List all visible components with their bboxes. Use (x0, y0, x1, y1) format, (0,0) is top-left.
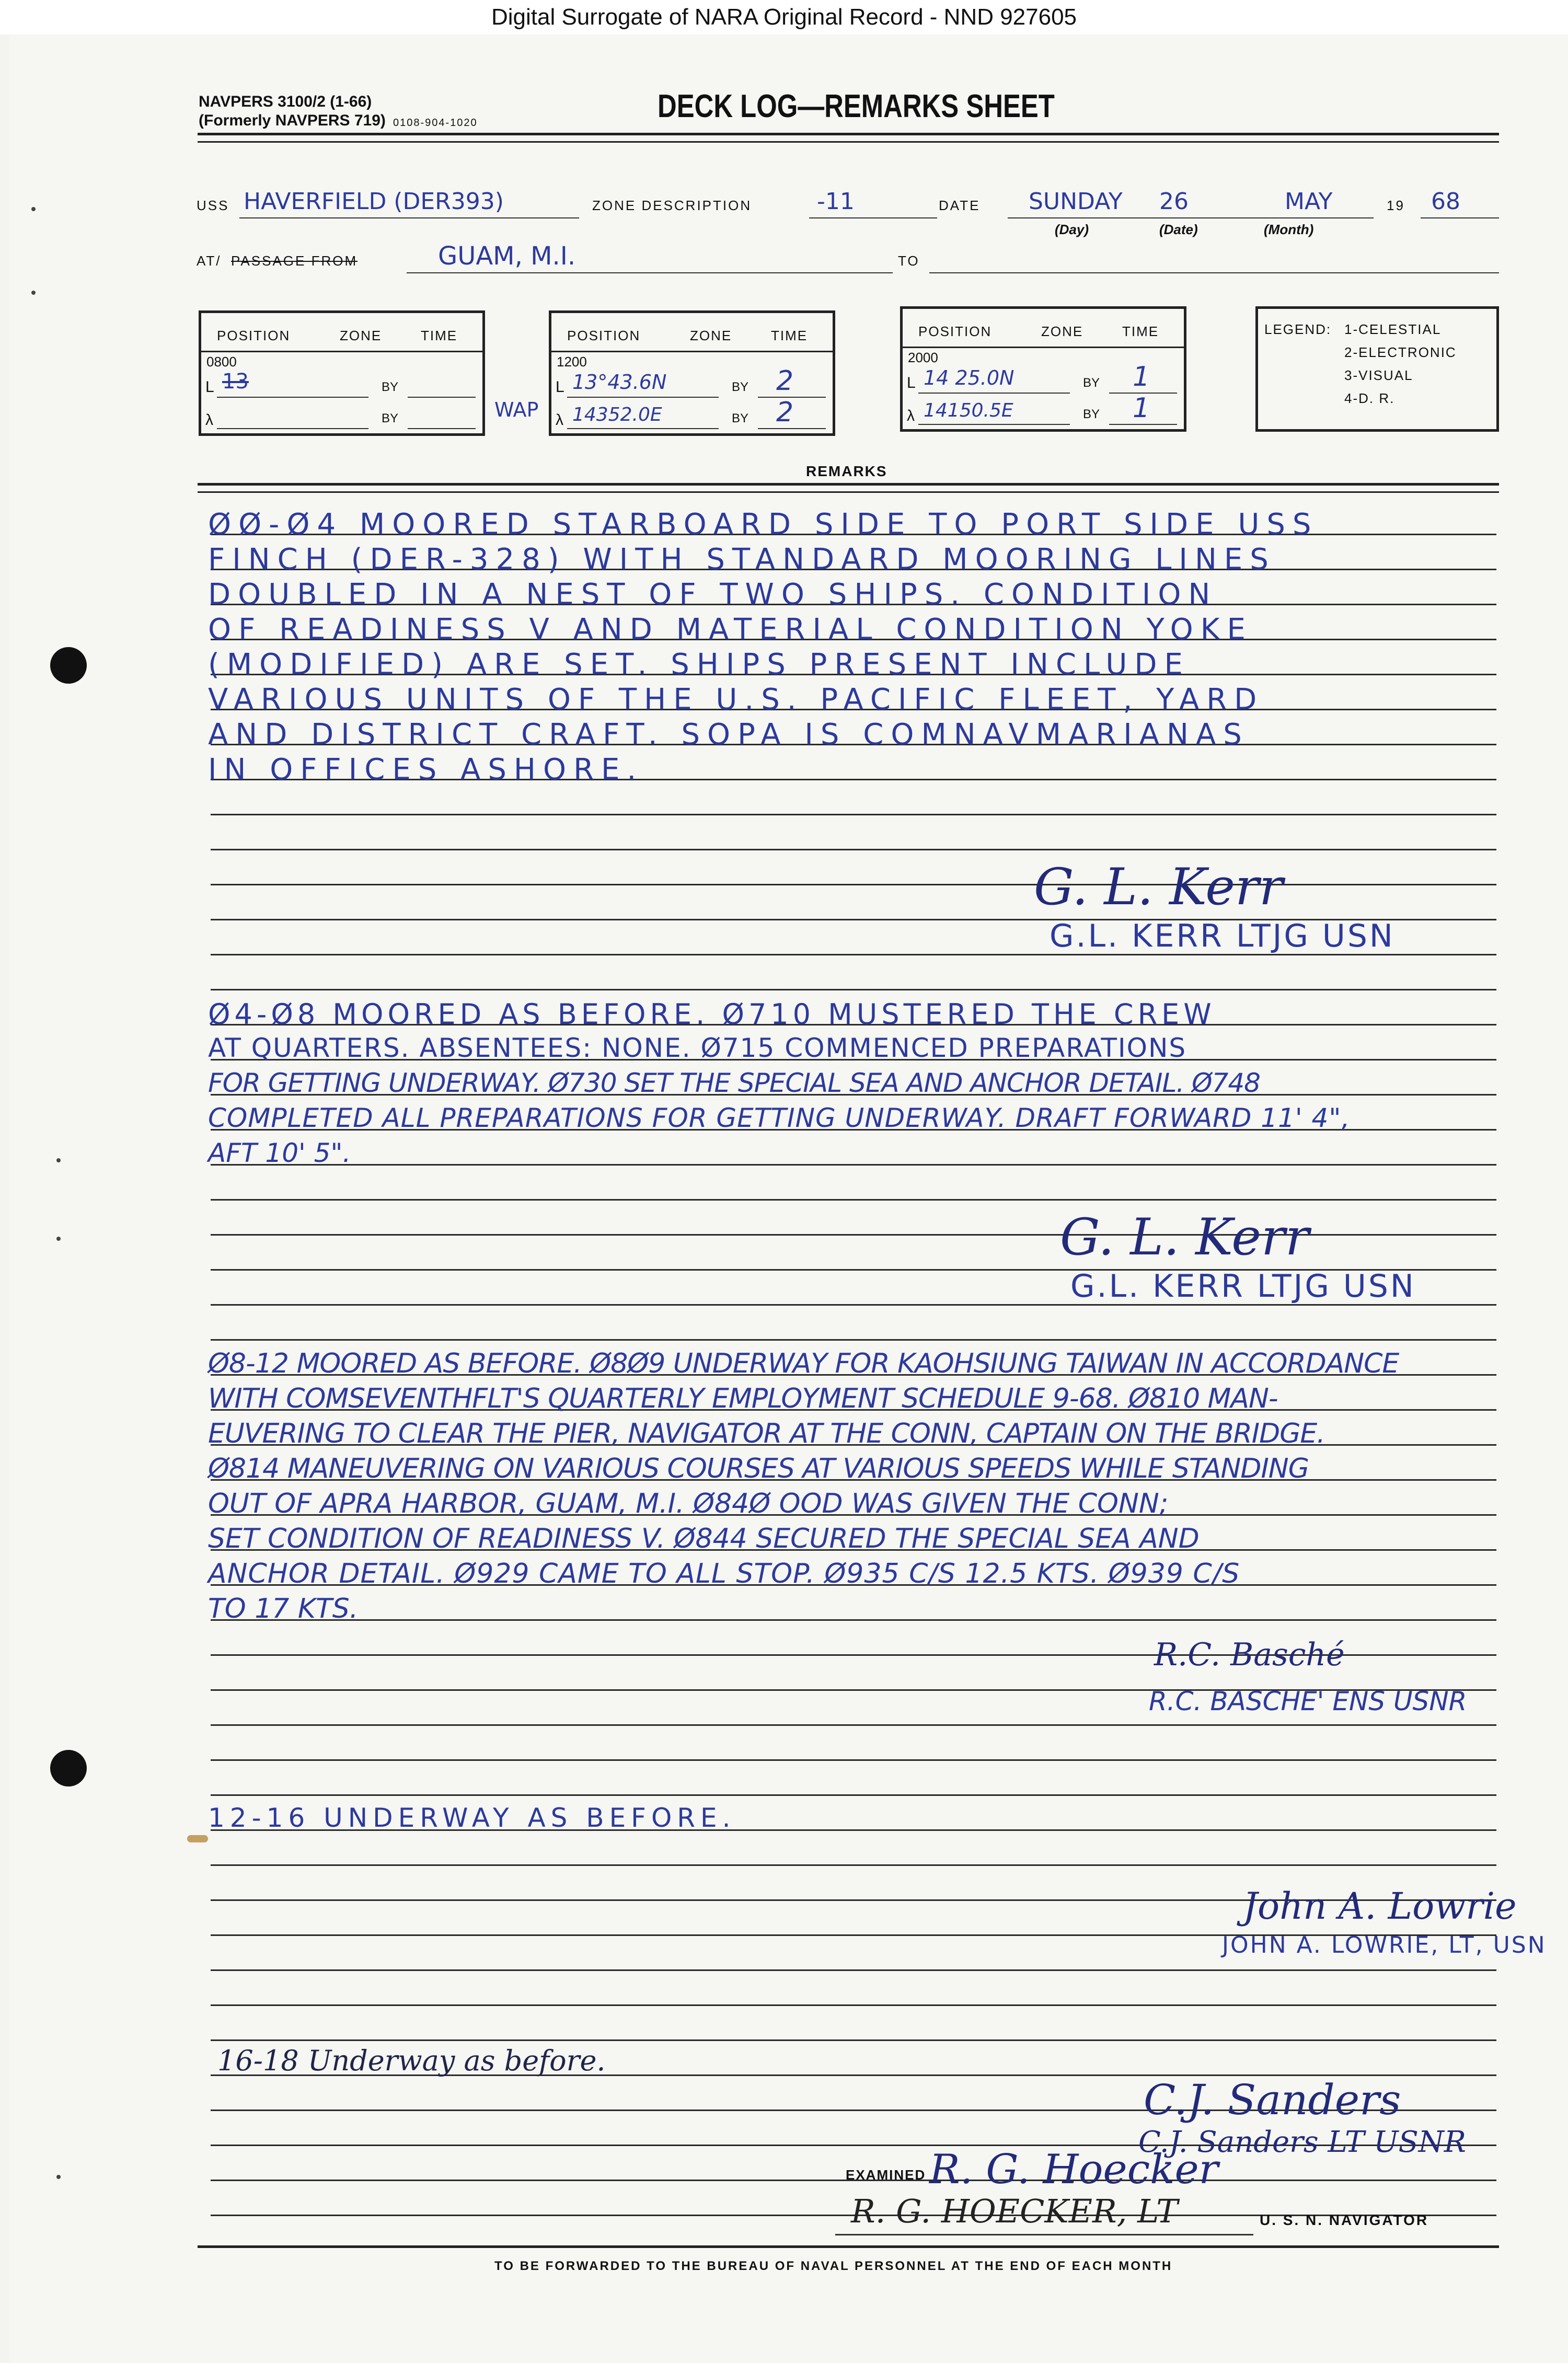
footer-rule (198, 2245, 1499, 2248)
ruled-line (211, 1724, 1496, 1726)
position-header: POSITION (217, 328, 291, 343)
uss-label: USS (197, 198, 229, 213)
lon-symbol: λ (556, 411, 563, 429)
stock-number: 0108-904-1020 (393, 117, 478, 129)
year-line (1421, 217, 1499, 218)
ruled-line (211, 2039, 1496, 2041)
day-caption: (Day) (1055, 222, 1089, 237)
entry3-line: ANCHOR DETAIL. Ø929 CAME TO ALL STOP. Ø935 C/S 12.5 KTS. Ø939 C/S (208, 1558, 1240, 1589)
position-box-1200 (549, 310, 835, 436)
form-title: DECK LOG—REMARKS SHEET (658, 88, 1055, 124)
lat-symbol: L (205, 378, 214, 396)
position-box-2000 (900, 306, 1186, 432)
legend-item: 3-VISUAL (1344, 367, 1413, 383)
examiner-name: R. G. HOECKER, LT (851, 2192, 1178, 2230)
deck-log-sheet (9, 34, 1568, 2363)
examiner-line (835, 2234, 1253, 2235)
month-caption: (Month) (1264, 222, 1314, 237)
footer-instruction: TO BE FORWARDED TO THE BUREAU OF NAVAL PERSONNEL AT THE END OF EACH MONTH (494, 2259, 1173, 2273)
entry3-line: Ø814 MANEUVERING ON VARIOUS COURSES AT VARIOUS SPEEDS WHILE STANDING (208, 1453, 1309, 1484)
zone-line (809, 217, 937, 218)
remarks-label: REMARKS (806, 463, 887, 479)
entry3-line: TO 17 KTS. (208, 1593, 359, 1624)
entry2-line: COMPLETED ALL PREPARATIONS FOR GETTING UNDERWAY. DRAFT FORWARD 11' 4", (208, 1103, 1351, 1133)
by-label: BY (732, 380, 749, 394)
ruled-line (211, 1339, 1496, 1341)
legend-item: 2-ELECTRONIC (1344, 344, 1457, 360)
box-time: 2000 (908, 350, 938, 365)
entry1-line: AND DISTRICT CRAFT. SOPA IS COMNAVMARIANAS (208, 718, 1249, 752)
lon-by-value: 1 (1133, 393, 1150, 424)
by-label: BY (1083, 407, 1100, 421)
ruled-line (211, 989, 1496, 990)
position-box-0800 (199, 310, 485, 436)
binder-hole (50, 1750, 87, 1786)
examined-label: EXAMINED (846, 2167, 926, 2183)
lon-by-value: 2 (776, 397, 794, 428)
paper-speck (56, 1237, 61, 1241)
time-header: TIME (1122, 324, 1159, 339)
ruled-line (211, 849, 1496, 850)
entry1-line: (MODIFIED) ARE SET. SHIPS PRESENT INCLUDE (208, 648, 1190, 682)
ship-name-line (239, 217, 579, 218)
lat-line (567, 397, 719, 398)
by-label: BY (1083, 376, 1100, 390)
archive-banner: Digital Surrogate of NARA Original Record - NND 927605 (0, 0, 1568, 34)
navpers-former: (Formerly NAVPERS 719) (199, 112, 386, 129)
entry5-signer: C.J. Sanders LT USNR (1138, 2125, 1466, 2159)
entry2-line: FOR GETTING UNDERWAY. Ø730 SET THE SPECIAL SEA AND ANCHOR DETAIL. Ø748 (208, 1068, 1260, 1098)
entry1-signer: G.L. KERR LTJG USN (1050, 918, 1395, 954)
legend-item: 1-CELESTIAL (1344, 321, 1442, 337)
entry5-line: 16-18 Underway as before. (217, 2044, 606, 2077)
entry3-line: WITH COMSEVENTHFLT'S QUARTERLY EMPLOYMENT SCHEDULE 9-68. Ø810 MAN- (208, 1383, 1278, 1414)
paper-speck (56, 2175, 61, 2179)
by-label: BY (382, 380, 399, 394)
zone-value: -11 (817, 188, 855, 215)
entry3-line: OUT OF APRA HARBOR, GUAM, M.I. Ø84Ø OOD WAS GIVEN THE CONN; (208, 1488, 1169, 1519)
by-line (1109, 424, 1177, 425)
entry3-line: SET CONDITION OF READINESS V. Ø844 SECURED THE SPECIAL SEA AND (208, 1523, 1200, 1554)
title-rule (198, 133, 1499, 135)
entry1-line: IN OFFICES ASHORE. (208, 753, 644, 787)
paper-speck (56, 1158, 61, 1162)
legend-item: 4-D. R. (1344, 390, 1395, 406)
month-value: MAY (1285, 188, 1333, 215)
side-note: WAP (494, 398, 539, 421)
year-prefix: 19 (1387, 198, 1405, 213)
ruled-line (211, 1619, 1496, 1621)
entry1-line: ØØ-Ø4 MOORED STARBOARD SIDE TO PORT SIDE USS (208, 508, 1319, 541)
position-header: POSITION (567, 328, 641, 343)
entry4-line: 12-16 UNDERWAY AS BEFORE. (208, 1803, 736, 1833)
lon-symbol: λ (907, 407, 915, 424)
entry1-signature: G. L. Kerr (1034, 858, 1283, 916)
entry1-line: FINCH (DER-328) WITH STANDARD MOORING LINES (208, 543, 1276, 577)
lat-symbol: L (556, 378, 564, 396)
box-divider (201, 351, 482, 352)
entry5-signature: C.J. Sanders (1144, 2076, 1401, 2124)
position-header: POSITION (918, 324, 992, 339)
passage-from-label: PASSAGE FROM (231, 253, 358, 269)
by-label: BY (382, 411, 399, 425)
legend-box (1255, 306, 1499, 432)
lon-line (567, 428, 719, 429)
entry2-signature: G. L. Kerr (1060, 1208, 1309, 1266)
entry3-line: Ø8-12 MOORED AS BEFORE. Ø8Ø9 UNDERWAY FOR KAOHSIUNG TAIWAN IN ACCORDANCE (208, 1348, 1399, 1379)
remarks-rule (198, 483, 1499, 486)
zone-header: ZONE (1041, 324, 1083, 339)
zone-header: ZONE (690, 328, 732, 343)
box-time: 0800 (206, 354, 237, 370)
navigator-label: U. S. N. NAVIGATOR (1260, 2212, 1429, 2228)
lat-symbol: L (907, 374, 916, 391)
year-value: 68 (1431, 188, 1460, 215)
time-header: TIME (771, 328, 808, 343)
ruled-line (211, 1164, 1496, 1166)
day-value: SUNDAY (1029, 188, 1123, 215)
lon-line (918, 424, 1070, 425)
entry2-signer: G.L. KERR LTJG USN (1070, 1268, 1416, 1305)
entry4-signer: JOHN A. LOWRIE, LT, USN (1222, 1932, 1547, 1958)
lat-value: 14 25.0N (924, 366, 1014, 389)
entry3-line: EUVERING TO CLEAR THE PIER, NAVIGATOR AT THE CONN, CAPTAIN ON THE BRIDGE. (208, 1418, 1325, 1449)
paper-speck (31, 291, 36, 295)
ruled-line (211, 1759, 1496, 1761)
ruled-line (211, 814, 1496, 815)
date-value: 26 (1159, 188, 1189, 215)
binder-hole (50, 647, 87, 684)
lat-by-value: 1 (1133, 361, 1150, 393)
entry2-line: AT QUARTERS. ABSENTEES: NONE. Ø715 COMMENCED PREPARATIONS (208, 1033, 1187, 1063)
ruled-line (211, 884, 1496, 885)
ruled-line (211, 1794, 1496, 1796)
examiner-signature: R. G. Hoecker (929, 2146, 1218, 2193)
date-label: DATE (939, 198, 981, 213)
lon-symbol: λ (205, 411, 213, 429)
lon-value: 14150.5E (924, 400, 1013, 421)
ruled-line (211, 2004, 1496, 2006)
lat-value: 13 (222, 370, 249, 394)
ruled-line (211, 1864, 1496, 1866)
at-label: AT/ (197, 253, 222, 269)
to-line (929, 272, 1499, 273)
at-line (407, 272, 893, 273)
box-divider (551, 351, 833, 352)
ink-stain (187, 1835, 208, 1842)
legend-title: LEGEND: (1264, 321, 1332, 337)
entry3-signer: R.C. BASCHE' ENS USNR (1149, 1686, 1467, 1716)
box-time: 1200 (557, 354, 587, 370)
lat-by-value: 2 (776, 365, 794, 397)
to-label: TO (898, 253, 920, 269)
by-line (408, 428, 476, 429)
navpers-number: NAVPERS 3100/2 (1-66) (199, 93, 372, 110)
entry4-signature: John A. Lowrie (1243, 1885, 1517, 1928)
zone-label: ZONE DESCRIPTION (592, 198, 752, 213)
entry1-line: DOUBLED IN A NEST OF TWO SHIPS. CONDITION (208, 578, 1218, 612)
lon-value: 14352.0E (572, 404, 662, 425)
ship-name: HAVERFIELD (DER393) (244, 188, 504, 215)
box-divider (903, 347, 1184, 348)
ruled-line (211, 1199, 1496, 1201)
by-line (758, 428, 826, 429)
entry3-signature: R.C. Basché (1154, 1636, 1345, 1673)
remarks-rule (198, 491, 1499, 493)
entry1-line: VARIOUS UNITS OF THE U.S. PACIFIC FLEET, YARD (208, 683, 1264, 717)
at-location: GUAM, M.I. (438, 241, 576, 271)
entry2-line: Ø4-Ø8 MOORED AS BEFORE. Ø710 MUSTERED THE CREW (208, 998, 1216, 1031)
date-line (1008, 217, 1374, 218)
by-line (408, 397, 476, 398)
entry2-line: AFT 10' 5". (208, 1138, 351, 1168)
date-caption: (Date) (1159, 222, 1198, 237)
entry1-line: OF READINESS V AND MATERIAL CONDITION YOKE (208, 613, 1253, 647)
lat-value: 13°43.6N (572, 371, 667, 394)
title-rule (198, 141, 1499, 143)
lon-line (217, 428, 368, 429)
lat-line (918, 393, 1070, 394)
paper-speck (31, 207, 36, 211)
by-label: BY (732, 411, 749, 425)
zone-header: ZONE (340, 328, 382, 343)
ruled-line (211, 1969, 1496, 1971)
lat-line (217, 397, 368, 398)
time-header: TIME (421, 328, 458, 343)
